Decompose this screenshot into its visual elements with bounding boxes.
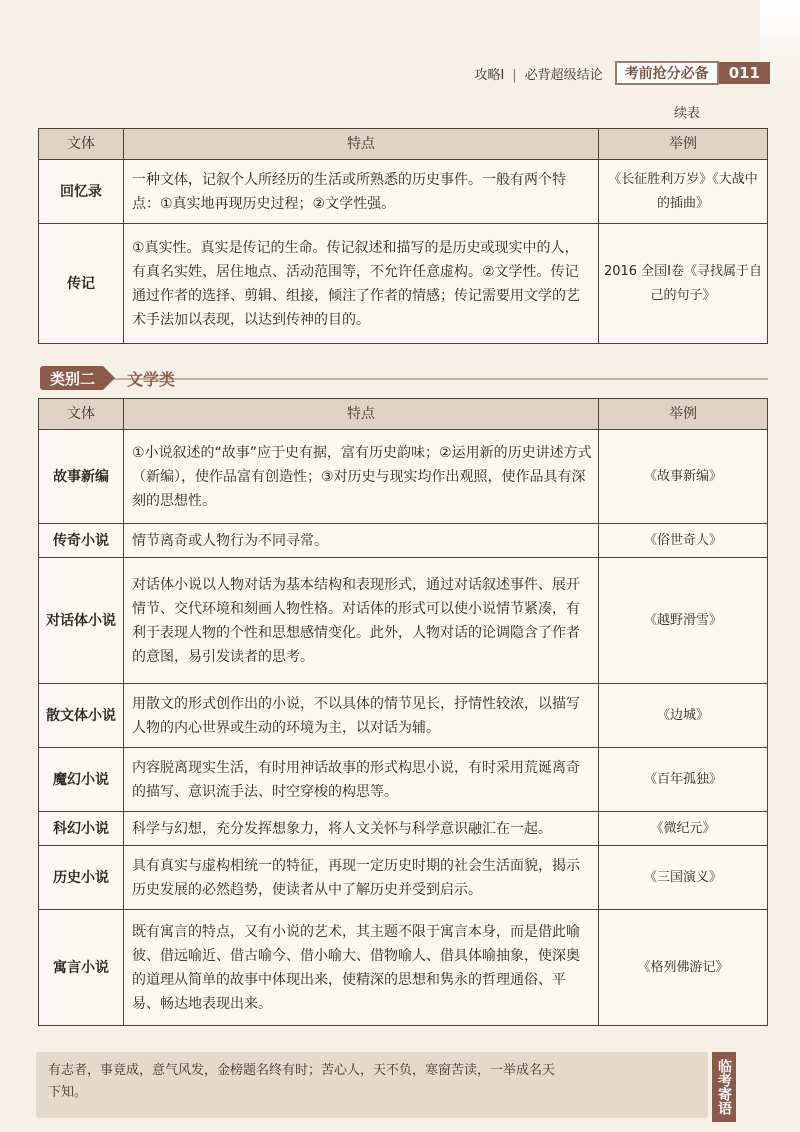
examples-cell: 2016 全国Ⅰ卷《寻找属于自己的句子》 bbox=[599, 224, 768, 344]
examples-cell: 《故事新编》 bbox=[599, 430, 768, 524]
genre-cell: 科幻小说 bbox=[39, 812, 124, 846]
header-strategy: 攻略Ⅰ | 必背超级结论 bbox=[474, 67, 603, 83]
header-examples: 举例 bbox=[599, 129, 768, 160]
examples-cell: 《越野滑雪》 bbox=[599, 558, 768, 684]
table-row bbox=[39, 812, 768, 846]
examples-cell: 《格列佛游记》 bbox=[599, 910, 768, 1026]
header-genre: 文体 bbox=[39, 129, 124, 160]
genre-cell: 对话体小说 bbox=[39, 558, 124, 684]
table-row bbox=[39, 846, 768, 910]
genre-cell: 魔幻小说 bbox=[39, 748, 124, 812]
table-row bbox=[39, 430, 768, 524]
strategy-title: 必背超级结论 bbox=[524, 67, 603, 83]
header-genre: 文体 bbox=[39, 399, 124, 430]
table-row bbox=[39, 684, 768, 748]
header-features: 特点 bbox=[124, 399, 599, 430]
continued-label: 续表 bbox=[673, 106, 700, 121]
genre-cell: 回忆录 bbox=[39, 160, 124, 224]
table-biography bbox=[38, 128, 768, 344]
features-cell: 用散文的形式创作出的小说，不以具体的情节见长，抒情性较浓，以描写人物的内心世界或生动的环境为主，以对话为辅。 bbox=[124, 684, 599, 748]
footer-tab: 临考寄语 bbox=[712, 1052, 736, 1122]
strategy-number: 攻略Ⅰ bbox=[474, 67, 505, 83]
footer-quote-line: 有志者，事竟成，意气风发，金榜题名终有时；苦心人，天不负，寒窗苦读，一举成名天 bbox=[48, 1063, 556, 1078]
footer-quote-line: 下知。 bbox=[48, 1085, 88, 1100]
examples-cell: 《微纪元》 bbox=[599, 812, 768, 846]
genre-cell: 传奇小说 bbox=[39, 524, 124, 558]
examples-cell: 《百年孤独》 bbox=[599, 748, 768, 812]
features-cell: 一种文体，记叙个人所经历的生活或所熟悉的历史事件。一般有两个特点：①真实地再现历史过程；②文学性强。 bbox=[124, 160, 599, 224]
features-cell: 具有真实与虚构相统一的特征，再现一定历史时期的社会生活面貌，揭示历史发展的必然趋势，使读者从中了解历史并受到启示。 bbox=[124, 846, 599, 910]
features-cell: 情节离奇或人物行为不同寻常。 bbox=[124, 524, 599, 558]
table-row bbox=[39, 524, 768, 558]
genre-cell: 故事新编 bbox=[39, 430, 124, 524]
table-row bbox=[39, 160, 768, 224]
header-features: 特点 bbox=[124, 129, 599, 160]
table-row bbox=[39, 224, 768, 344]
table-header-row bbox=[39, 399, 768, 430]
table-row bbox=[39, 910, 768, 1026]
features-cell: ①小说叙述的“故事”应于史有据，富有历史韵味；②运用新的历史讲述方式（新编），使作品富有创造性；③对历史与现实均作出观照，使作品具有深刻的思想性。 bbox=[124, 430, 599, 524]
examples-cell: 《三国演义》 bbox=[599, 846, 768, 910]
table-row bbox=[39, 558, 768, 684]
genre-cell: 历史小说 bbox=[39, 846, 124, 910]
table-literature bbox=[38, 398, 768, 1026]
header-examples: 举例 bbox=[599, 399, 768, 430]
features-cell: 既有寓言的特点，又有小说的艺术，其主题不限于寓言本身，而是借此喻彼、借远喻近、借古喻今、借小喻大、借物喻人、借具体喻抽象，使深奥的道理从简单的故事中体现出来，使精深的思想和隽永的哲理通俗、平易、畅达地表现出来。 bbox=[124, 910, 599, 1026]
features-cell: 科学与幻想，充分发挥想象力，将人文关怀与科学意识融汇在一起。 bbox=[124, 812, 599, 846]
genre-cell: 散文体小说 bbox=[39, 684, 124, 748]
features-cell: 对话体小说以人物对话为基本结构和表现形式，通过对话叙述事件、展开情节、交代环境和刻画人物性格。对话体的形式可以使小说情节紧凑，有利于表现人物的个性和思想感情变化。此外，人物对话的论调隐含了作者的意图，易引发读者的思考。 bbox=[124, 558, 599, 684]
page-header bbox=[474, 62, 770, 84]
features-cell: ①真实性。真实是传记的生命。传记叙述和描写的是历史或现实中的人，有真名实姓、居住地点、活动范围等，不允许任意虚构。②文学性。传记通过作者的选择、剪辑、组接，倾注了作者的情感；传记需要用文学的艺术手法加以表现，以达到传神的目的。 bbox=[124, 224, 599, 344]
section-title: 文学类 bbox=[127, 369, 176, 389]
table-row bbox=[39, 748, 768, 812]
section-label: 类别二 bbox=[40, 366, 103, 390]
examples-cell: 《长征胜利万岁》《大战中的插曲》 bbox=[599, 160, 768, 224]
banner-arrow-icon bbox=[103, 366, 115, 390]
footer-quote bbox=[36, 1052, 708, 1118]
table-header-row bbox=[39, 129, 768, 160]
examples-cell: 《边城》 bbox=[599, 684, 768, 748]
genre-cell: 传记 bbox=[39, 224, 124, 344]
examples-cell: 《俗世奇人》 bbox=[599, 524, 768, 558]
header-badge: 考前抢分必备 bbox=[615, 61, 719, 85]
section-banner bbox=[40, 365, 175, 391]
page-number: 011 bbox=[719, 62, 770, 84]
genre-cell: 寓言小说 bbox=[39, 910, 124, 1026]
features-cell: 内容脱离现实生活，有时用神话故事的形式构思小说，有时采用荒诞离奇的描写、意识流手法、时空穿梭的构思等。 bbox=[124, 748, 599, 812]
